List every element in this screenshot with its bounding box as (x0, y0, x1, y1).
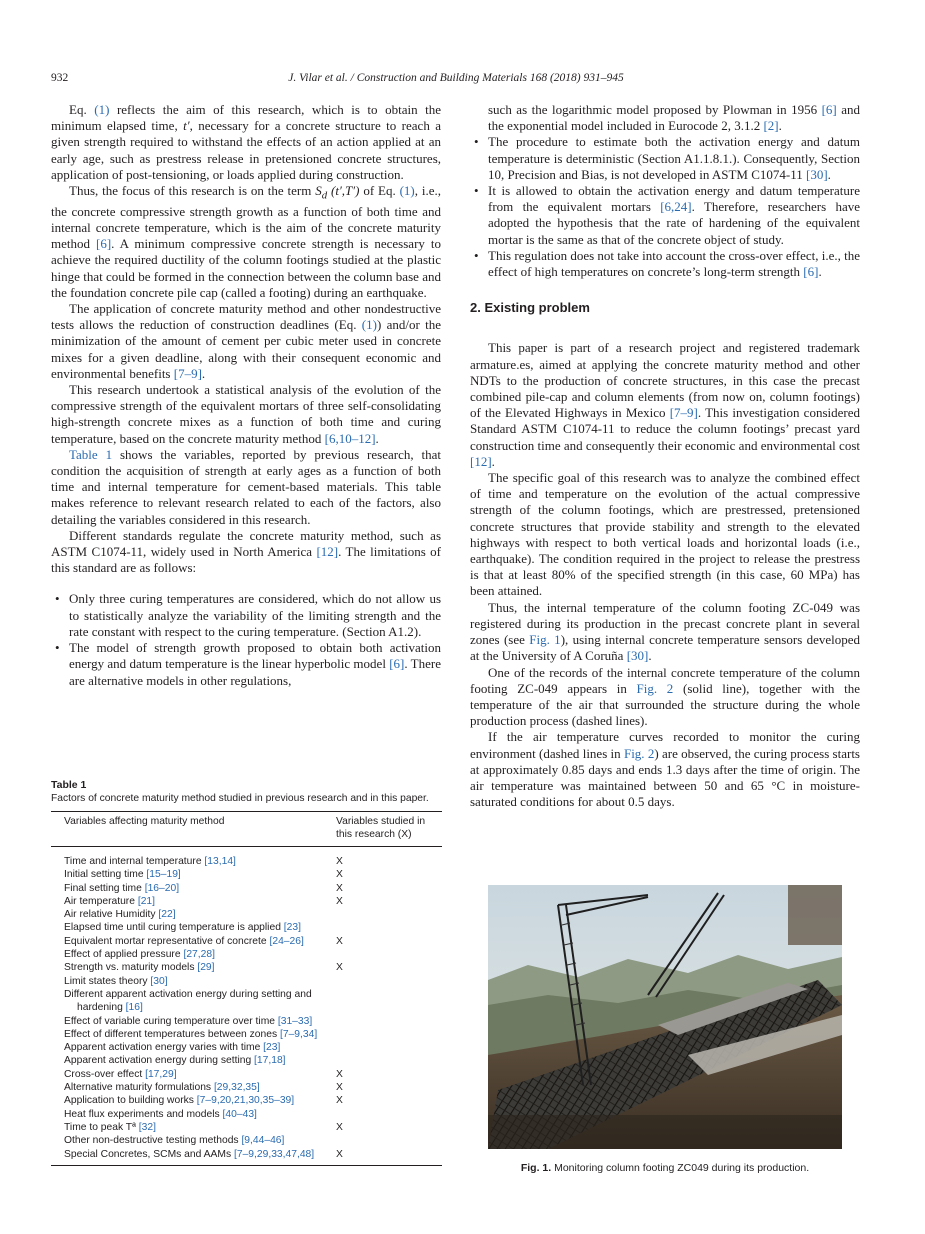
paragraph: Eq. (1) reflects the aim of this research, which is to obtain the minimum elapsed time, t′, necessary for a concrete structure to reach a given strength required to withstand the effects of an action applied at an early age, such as prestress release in pretensioned concrete structures, application of post-tensioning, or loads applied during construction. (51, 102, 441, 182)
figure-1-photo (488, 885, 842, 1149)
table-body (51, 847, 442, 1166)
variable-text: Elapsed time until curing temperature is applied [23] (64, 922, 301, 934)
construction-photo (488, 885, 842, 1149)
studied-mark: X (336, 1068, 343, 1080)
table-row (51, 1015, 442, 1028)
studied-mark: X (336, 1095, 343, 1107)
citation-link[interactable]: [17,29] (145, 1068, 177, 1080)
studied-mark: X (336, 1148, 442, 1166)
variable-text: Final setting time [16–20] (64, 882, 180, 894)
limitations-list-continued (470, 134, 860, 280)
table-row (51, 948, 442, 961)
studied-mark (336, 1054, 442, 1067)
citation-link[interactable]: [15–19] (146, 869, 181, 881)
table-row (51, 847, 442, 869)
table-row (51, 1108, 442, 1121)
variable-cell (51, 935, 336, 948)
citation-link[interactable]: [6,24] (660, 199, 692, 215)
citation-link[interactable]: [2] (763, 118, 779, 134)
citation-link[interactable]: (1) (94, 102, 110, 117)
citation-link[interactable]: [22] (158, 909, 176, 921)
citation-link[interactable]: [7–9] (173, 365, 202, 381)
list-item-continuation: such as the logarithmic model proposed by Plowman in 1956 [6] and the exponential model included in Eurocode 2, 3.1.2 [2]. (488, 102, 860, 134)
studied-mark: X (336, 869, 343, 881)
citation-link[interactable]: [30] (150, 975, 168, 987)
limitations-list (51, 591, 441, 688)
list-item: • The model of strength growth proposed to obtain both activation energy and datum temperature is the linear hyperbolic model [6]. There are alternative models in other regulations, (51, 640, 441, 689)
table-row (51, 1148, 442, 1166)
table-row (51, 1041, 442, 1054)
variable-cell (51, 1121, 336, 1134)
studied-mark (336, 1041, 442, 1054)
list-item: • It is allowed to obtain the activation energy and datum temperature from the equivalent mortars [6,24]. Therefore, researchers have adopted the hypothesis that the rate of hardening of the equivalent mortar is the same as that of the concrete object of study. (470, 183, 860, 248)
variable-cell (51, 961, 336, 974)
right-column (470, 102, 860, 810)
italic-term: (t′,T′) (327, 183, 360, 199)
table-row (51, 895, 442, 908)
citation-link[interactable]: [7–9] (669, 405, 698, 421)
variable-text: Air temperature [21] (64, 895, 156, 907)
table-caption: Factors of concrete maturity method studied in previous research and in this paper. (51, 793, 429, 804)
variable-cell (51, 847, 336, 869)
section-heading: 2. Existing problem (470, 300, 590, 316)
studied-mark: X (336, 1121, 343, 1133)
variable-cell (51, 882, 336, 895)
studied-mark: X (336, 962, 343, 974)
table-row (51, 1054, 442, 1067)
citation-link[interactable]: [30] (626, 648, 649, 664)
studied-mark (336, 948, 442, 961)
variable-cell (51, 868, 336, 881)
variable-cell (51, 1015, 336, 1028)
variable-text: Cross-over effect [17,29] (64, 1068, 177, 1080)
variable-cell (51, 1094, 336, 1107)
studied-mark (336, 1134, 442, 1147)
table-header-variables: Variables affecting maturity method (51, 812, 336, 847)
paragraph: The specific goal of this research was to analyze the combined effect of time and temperature on the evolution of the actual compressive strength of the column footings, which are prestressed, pretensioned concrete structures that provide stability and strength to the elevated highways with respect to both vertical loads and horizontal loads (i.e., earthquake). The condition required in the project to release the prestress is that at least 80% of the specified strength (in this case, 60 MPa) has been attained. (470, 470, 860, 599)
variable-text: Air relative Humidity [22] (64, 909, 176, 921)
variable-text: Effect of applied pressure [27,28] (64, 949, 215, 961)
studied-mark: X (336, 882, 343, 894)
paragraph: The application of concrete maturity method and other nondestructive tests allows the reduction of construction deadlines (Eq. (1)) and/or the minimization of the amount of cement per cubic meter used in concrete mixes for a given deadline, along with their consequent economic and environmental benefits [7–9]. (51, 301, 442, 381)
variable-text: Other non-destructive testing methods [9,44–46] (64, 1135, 285, 1147)
variable-text: Initial setting time [15–19] (64, 869, 181, 881)
table-row (51, 1121, 442, 1134)
citation-link[interactable]: [23] (263, 1042, 281, 1054)
studied-mark: X (336, 895, 343, 907)
variable-cell (51, 1028, 336, 1041)
table-row (51, 1081, 442, 1094)
variable-text: Effect of variable curing temperature over time [31–33] (64, 1015, 313, 1027)
paragraph: Thus, the focus of this research is on the term $S_d$ (t′,T′) of Eq. (1), i.e., the concrete compressive strength growth as a function of both time and internal concrete temperature, which is the aim of the concrete maturity method [6]. A minimum compressive concrete strength is necessary to achieve the required ductility of the column footings studied at the plastic hinge that could be formed in the connection between the column base and the foundation concrete pile cap (called a footing) during an earthquake. (51, 183, 442, 300)
variable-text: Special Concretes, SCMs and AAMs [7–9,29,33,47,48] (64, 1148, 315, 1160)
variable-cell (51, 1068, 336, 1081)
citation-link[interactable]: Table 1 (69, 446, 113, 462)
variable-text: Apparent activation energy varies with time [23] (64, 1042, 281, 1054)
paragraph: Table 1 shows the variables, reported by previous research, that condition the acquisition of strength at early ages as a function of both time and internal temperature for cement-based materials. This table makes reference to relevant research related to each of the factors, also detailing the variables considered in this research. (51, 446, 441, 527)
paragraph: This paper is part of a research project and registered trademark armature.es, aimed at applying the concrete maturity method and other NDTs to the production of concrete structures, in this case the precast combined pile-cap and column elements (from now on, column footings) of the Elevated Highways in Mexico [7–9]. This investigation considered Standard ASTM C1074-11 to reduce the column footings’ precast yard construction time and consequently their economic and environmental cost [12]. (470, 340, 860, 469)
citation-link[interactable]: [7–9,20,21,30,35–39] (196, 1095, 295, 1107)
paragraph: This research undertook a statistical analysis of the evolution of the compressive strength of the equivalent mortars of three self-consolidating high-strength concrete mixes as a function of both time and curing temperature, based on the concrete maturity method [6,10–12]. (51, 382, 441, 446)
variable-cell (51, 1108, 336, 1121)
paragraph: One of the records of the internal concrete temperature of the column footing ZC-049 appears in Fig. 2 (solid line), together with the temperature of the air that surrounded the structure during the whole production process (dashed lines). (470, 664, 860, 729)
variable-text: Equivalent mortar representative of concrete [24–26] (64, 935, 304, 947)
page-header (51, 72, 861, 88)
variable-cell (51, 1148, 336, 1166)
table-row (51, 1028, 442, 1041)
paragraph: Thus, the internal temperature of the column footing ZC-049 was registered during its production in the precast concrete plant in several zones (see Fig. 1), using internal concrete temperature sensors developed at the University of A Coruña [30]. (470, 599, 861, 664)
table-row (51, 975, 442, 988)
variable-cell (51, 1081, 336, 1094)
variable-text: Different apparent activation energy during setting and hardening [16] (64, 988, 312, 1014)
table-row (51, 908, 442, 921)
journal-citation: J. Vilar et al. / Construction and Building Materials 168 (2018) 931–945 (288, 72, 624, 84)
table-row (51, 961, 442, 974)
citation-link[interactable]: [32] (138, 1121, 156, 1133)
variable-text: Limit states theory [30] (64, 975, 168, 987)
citation-link[interactable]: [6] (389, 656, 405, 672)
figure-caption-text: Monitoring column footing ZC049 during its production. (554, 1162, 810, 1174)
citation-link[interactable]: [7–9,29,33,47,48] (233, 1148, 315, 1160)
studied-mark (336, 921, 442, 934)
factors-table (51, 811, 442, 1166)
variable-text: Apparent activation energy during setting [17,18] (64, 1055, 286, 1067)
citation-link[interactable]: [17,18] (254, 1055, 286, 1067)
studied-mark (336, 975, 442, 988)
list-item: • The procedure to estimate both the activation energy and datum temperature is deterministic (Section A1.1.8.1.). Consequently, Section 10, Precision and Bias, is not developed in ASTM C1074-11 [30]. (470, 134, 860, 183)
subscript: d (321, 189, 328, 202)
paragraph: Different standards regulate the concrete maturity method, such as ASTM C1074-11, widely used in North America [12]. The limitations of this standard are as follows: (51, 527, 441, 576)
page-number: 932 (51, 72, 69, 84)
variable-cell (51, 1054, 336, 1067)
citation-link[interactable]: Fig. 2 (636, 680, 674, 696)
variable-text: Effect of different temperatures between zones [7–9,34] (64, 1028, 318, 1040)
table-row (51, 988, 442, 1015)
variable-text: Application to building works [7–9,20,21,30,35–39] (64, 1095, 295, 1107)
variable-text: Alternative maturity formulations [29,32,35] (64, 1082, 260, 1094)
studied-mark (336, 988, 442, 1015)
citation-link[interactable]: [40–43] (222, 1108, 257, 1120)
citation-link[interactable]: Fig. 2 (623, 745, 655, 761)
studied-mark: X (336, 856, 343, 867)
citation-link[interactable]: [12] (316, 544, 339, 560)
studied-mark (336, 1028, 442, 1041)
figure-1-caption (470, 1162, 860, 1174)
table-header-studied: Variables studied in this research (X) (336, 812, 442, 847)
studied-mark: X (336, 935, 343, 947)
table-row (51, 868, 442, 881)
citation-link[interactable]: [24–26] (269, 935, 304, 947)
citation-link[interactable]: [27,28] (183, 949, 215, 961)
citation-link[interactable]: [13,14] (204, 856, 236, 867)
studied-mark (336, 908, 442, 921)
table-row (51, 1068, 442, 1081)
table-row (51, 882, 442, 895)
variable-cell (51, 921, 336, 934)
studied-mark: X (336, 1082, 343, 1094)
citation-link[interactable]: [6] (95, 236, 112, 252)
citation-link[interactable]: Fig. 1 (529, 632, 561, 648)
variable-cell (51, 1041, 336, 1054)
variable-text: Time to peak Tª [32] (64, 1121, 156, 1133)
studied-mark (336, 1108, 442, 1121)
table-1 (51, 778, 442, 1166)
citation-link[interactable]: (1) (399, 183, 415, 199)
figure-label: Fig. 1. (520, 1162, 552, 1174)
table-row (51, 1094, 442, 1107)
citation-link[interactable]: [12] (470, 453, 492, 469)
variable-cell (51, 988, 336, 1015)
citation-link[interactable]: [9,44–46] (241, 1135, 285, 1147)
variable-cell (51, 975, 336, 988)
paragraph: If the air temperature curves recorded to monitor the curing environment (dashed lines in Fig. 2) are observed, the curing process starts at approximately 0.85 days and ends 1.3 days after the time of origin. The air temperature was maintained between 50 and 65 °C in moisture-saturated conditions for about 0.5 days. (470, 729, 860, 810)
citation-link[interactable]: [29] (197, 962, 215, 974)
variable-text: Strength vs. maturity models [29] (64, 962, 215, 974)
variable-cell (51, 908, 336, 921)
variable-cell (51, 948, 336, 961)
citation-link[interactable]: [6] (803, 264, 819, 280)
table-row (51, 1134, 442, 1147)
citation-link[interactable]: [16–20] (144, 882, 180, 894)
citation-link[interactable]: [16] (125, 1002, 143, 1014)
italic-term: t′ (183, 118, 190, 134)
citation-link[interactable]: [21] (137, 895, 156, 907)
citation-link[interactable]: [31–33] (277, 1015, 313, 1027)
variable-text: Time and internal temperature [13,14] (64, 856, 236, 867)
citation-link[interactable]: [6] (821, 102, 837, 117)
citation-link[interactable]: (1) (361, 317, 377, 333)
citation-link[interactable]: [23] (283, 922, 301, 934)
italic-term: S (315, 183, 322, 199)
variable-cell (51, 1134, 336, 1147)
left-column (51, 102, 441, 689)
citation-link[interactable]: [30] (806, 166, 828, 182)
list-item: • This regulation does not take into account the cross-over effect, i.e., the effect of high temperatures on concrete’s long-term strength [6]. (470, 248, 860, 280)
citation-link[interactable]: [7–9,34] (279, 1028, 318, 1040)
studied-mark (336, 1015, 442, 1028)
variable-cell (51, 895, 336, 908)
table-row (51, 935, 442, 948)
table-label: Table 1 (51, 779, 87, 791)
citation-link[interactable]: [29,32,35] (213, 1082, 260, 1094)
citation-link[interactable]: [6,10–12] (324, 430, 376, 446)
variable-text: Heat flux experiments and models [40–43] (64, 1108, 257, 1120)
table-row (51, 921, 442, 934)
list-item: • Only three curing temperatures are considered, which do not allow us to statistically analyze the variability of the limiting strength and the rate constant with respect to the curing temperature. (Section A1.2). (51, 591, 441, 640)
